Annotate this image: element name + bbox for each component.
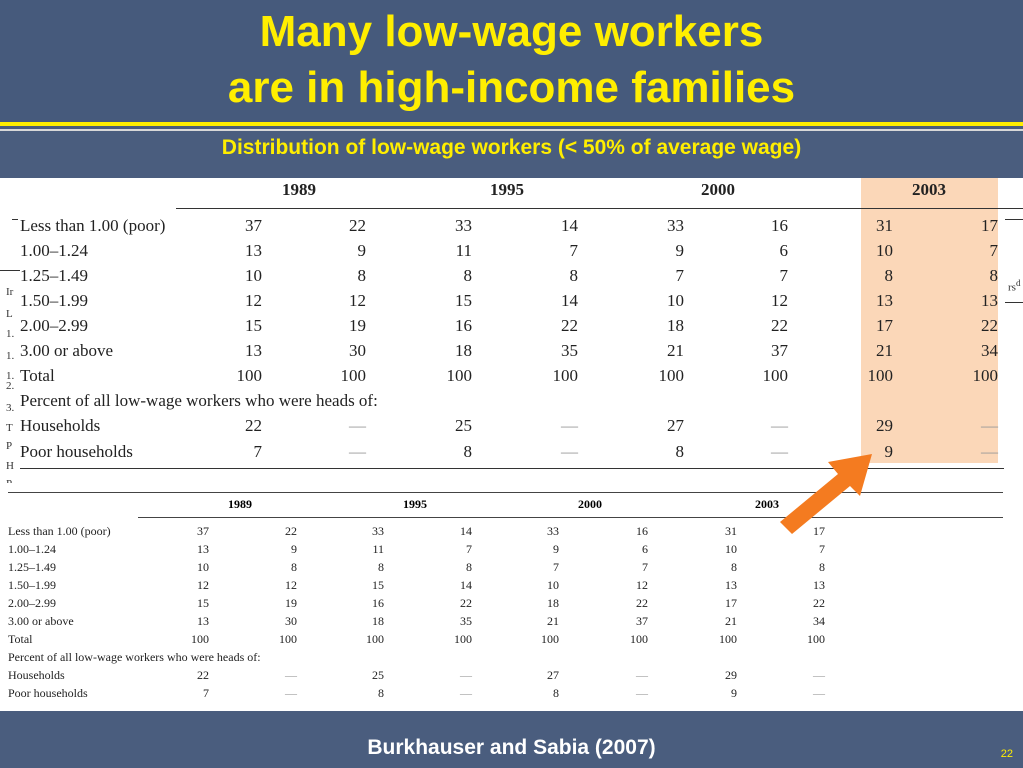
table-cell: 33 <box>372 524 384 538</box>
table-cell: — <box>285 686 297 700</box>
table-cell: 7 <box>253 442 262 461</box>
table-rule <box>12 219 18 220</box>
table-cell: 8 <box>731 560 737 574</box>
table-cell: 7 <box>819 542 825 556</box>
table-cell: 17 <box>725 596 737 610</box>
table-cell: 8 <box>357 266 366 285</box>
table-cell: 8 <box>819 560 825 574</box>
table-cell: 22 <box>813 596 825 610</box>
table-cell: 13 <box>981 291 998 310</box>
table-cell: 11 <box>372 542 384 556</box>
table-cell: 22 <box>460 596 472 610</box>
year-header: 2003 <box>912 180 946 199</box>
table-cell: 21 <box>547 614 559 628</box>
cropped-text-superscript: d <box>1015 278 1021 288</box>
table-cell: 7 <box>642 560 648 574</box>
cropped-text: P <box>6 440 13 452</box>
table-cell: 8 <box>553 686 559 700</box>
row-label: Less than 1.00 (poor) <box>20 216 166 235</box>
year-header: 2000 <box>701 180 735 199</box>
table-cell: 10 <box>725 542 737 556</box>
table-cell: 8 <box>291 560 297 574</box>
table-cell: 37 <box>245 216 262 235</box>
table-cell: 21 <box>876 341 893 360</box>
table-cell: 17 <box>813 524 825 538</box>
table-cell: 8 <box>463 266 472 285</box>
table-cell: 100 <box>867 366 893 385</box>
year-header: 1989 <box>228 497 252 511</box>
title-divider <box>0 122 1023 126</box>
table-cell: 14 <box>561 216 578 235</box>
table-cell: 9 <box>553 542 559 556</box>
table-cell: 13 <box>245 241 262 260</box>
table-cell: 11 <box>455 241 472 260</box>
row-label: Households <box>20 416 101 435</box>
row-label: Percent of all low-wage workers who were heads of: <box>20 391 378 410</box>
table-cell: 34 <box>981 341 998 360</box>
table-cell: 33 <box>455 216 472 235</box>
row-label: 2.00–2.99 <box>8 596 56 610</box>
title-line-2: are in high-income families <box>227 63 796 112</box>
table-cell: 15 <box>372 578 384 592</box>
row-label: Percent of all low-wage workers who were heads of: <box>8 650 261 664</box>
table-cell: 100 <box>191 632 209 646</box>
table-cell: 8 <box>378 560 384 574</box>
table-cell: 8 <box>675 442 684 461</box>
table-cell: — <box>561 416 578 435</box>
year-header: 1989 <box>282 180 316 199</box>
title-divider-secondary <box>0 129 1023 131</box>
table-cell: 6 <box>642 542 648 556</box>
cropped-text: 1. <box>6 350 15 362</box>
table-cell: 7 <box>989 241 998 260</box>
table-cell: 12 <box>636 578 648 592</box>
table-cell: — <box>561 442 578 461</box>
cropped-text: 3. <box>6 402 15 414</box>
table-cell: 100 <box>807 632 825 646</box>
table-cell: 31 <box>876 216 893 235</box>
table-cell: — <box>813 686 825 700</box>
row-label: 1.00–1.24 <box>8 542 56 556</box>
row-label: 1.50–1.99 <box>20 291 88 310</box>
citation: Burkhauser and Sabia (2007) <box>367 736 656 759</box>
cropped-text: 1. <box>6 370 15 382</box>
table-cell: 15 <box>197 596 209 610</box>
table-cell: 16 <box>372 596 384 610</box>
table-cell: 8 <box>569 266 578 285</box>
year-header: 1995 <box>403 497 427 511</box>
table-cell: — <box>981 416 998 435</box>
table-cell: 25 <box>455 416 472 435</box>
row-label: Poor households <box>8 686 88 700</box>
table-cell: 35 <box>460 614 472 628</box>
table-cell: 18 <box>455 341 472 360</box>
row-label: 1.25–1.49 <box>8 560 56 574</box>
table-cell: 100 <box>454 632 472 646</box>
table-cell: 12 <box>285 578 297 592</box>
year-header: 2000 <box>578 497 602 511</box>
table-rule <box>1005 219 1023 220</box>
table-cell: 100 <box>658 366 684 385</box>
table-cell: 33 <box>547 524 559 538</box>
year-header: 2003 <box>755 497 779 511</box>
table-cell: 100 <box>630 632 648 646</box>
cropped-text: T <box>6 422 13 434</box>
table-cell: 100 <box>279 632 297 646</box>
slide-subtitle: Distribution of low-wage workers (< 50% of average wage) <box>221 136 802 159</box>
table-cell: 22 <box>197 668 209 682</box>
table-cell: 7 <box>203 686 209 700</box>
slide-title <box>0 0 1023 122</box>
table-cell: 14 <box>460 578 472 592</box>
table-cell: — <box>981 442 998 461</box>
table-cell: 35 <box>561 341 578 360</box>
table-cell: 27 <box>547 668 559 682</box>
table-cell: 19 <box>349 316 366 335</box>
table-cell: 7 <box>553 560 559 574</box>
table-cell: 13 <box>197 542 209 556</box>
table-cell: 13 <box>725 578 737 592</box>
table-cell: 22 <box>245 416 262 435</box>
table-cell: 13 <box>245 341 262 360</box>
row-label: 3.00 or above <box>8 614 74 628</box>
table-cell: 17 <box>981 216 998 235</box>
table-cell: 14 <box>561 291 578 310</box>
table-rule <box>0 270 20 271</box>
table-cell: — <box>771 442 788 461</box>
table-cell: 22 <box>349 216 366 235</box>
table-cell: 9 <box>884 442 893 461</box>
table-cell: 22 <box>636 596 648 610</box>
table-cell: 30 <box>349 341 366 360</box>
table-cell: 13 <box>876 291 893 310</box>
table-cell: 21 <box>725 614 737 628</box>
cropped-text-main: rs <box>1008 281 1016 294</box>
cropped-text: L <box>6 308 13 320</box>
cropped-text <box>1008 278 1021 294</box>
table-cell: 25 <box>372 668 384 682</box>
table-cell: 12 <box>771 291 788 310</box>
table-cell: 37 <box>197 524 209 538</box>
table-cell: — <box>771 416 788 435</box>
table-cell: 16 <box>636 524 648 538</box>
row-label: 3.00 or above <box>20 341 114 360</box>
table-cell: 33 <box>667 216 684 235</box>
row-label: Total <box>8 632 33 646</box>
table-cell: 9 <box>731 686 737 700</box>
page-number: 22 <box>1000 748 1013 760</box>
table-cell: 17 <box>876 316 893 335</box>
table-cell: 13 <box>197 614 209 628</box>
table-cell: 100 <box>340 366 366 385</box>
table-rule <box>1005 302 1023 303</box>
table-cell: 30 <box>285 614 297 628</box>
title-line-1: Many low-wage workers <box>259 7 764 56</box>
table-cell: 22 <box>771 316 788 335</box>
table-cell: 15 <box>455 291 472 310</box>
cropped-text: 1. <box>6 328 15 340</box>
table-cell: 10 <box>547 578 559 592</box>
table-cell: 8 <box>466 560 472 574</box>
table-cell: 100 <box>366 632 384 646</box>
row-label: Total <box>20 366 55 385</box>
table-cell: 9 <box>291 542 297 556</box>
row-label: Poor households <box>20 442 133 461</box>
cropped-text: Ir <box>6 286 14 298</box>
table-cell: 100 <box>762 366 788 385</box>
table-cell: 37 <box>636 614 648 628</box>
table-cell: 34 <box>813 614 825 628</box>
table-cell: — <box>349 416 366 435</box>
table-cell: 29 <box>725 668 737 682</box>
cropped-text: 2. <box>6 380 15 392</box>
table-cell: 100 <box>446 366 472 385</box>
table-cell: 19 <box>285 596 297 610</box>
table-cell: 12 <box>349 291 366 310</box>
zoomed-table-panel <box>0 178 1023 483</box>
row-label: 1.00–1.24 <box>20 241 88 260</box>
table-cell: 10 <box>876 241 893 260</box>
table-cell: 100 <box>541 632 559 646</box>
table-cell: 7 <box>779 266 788 285</box>
table-cell: 10 <box>197 560 209 574</box>
arrow-icon <box>780 450 880 540</box>
table-cell: 100 <box>236 366 262 385</box>
table-cell: — <box>349 442 366 461</box>
table-cell: 9 <box>357 241 366 260</box>
table-cell: 27 <box>667 416 684 435</box>
table-cell: — <box>813 668 825 682</box>
table-cell: 22 <box>561 316 578 335</box>
table-cell: 6 <box>779 241 788 260</box>
row-label: Households <box>8 668 65 682</box>
year-header: 1995 <box>490 180 524 199</box>
cropped-text: H <box>6 460 14 472</box>
row-label: 1.50–1.99 <box>8 578 56 592</box>
table-cell: 12 <box>245 291 262 310</box>
table-cell: 100 <box>552 366 578 385</box>
table-cell: 100 <box>972 366 998 385</box>
table-cell: 14 <box>460 524 472 538</box>
table-cell: 9 <box>675 241 684 260</box>
table-cell: 7 <box>466 542 472 556</box>
table-rule <box>176 208 1023 209</box>
table-cell: 8 <box>884 266 893 285</box>
table-cell: 18 <box>667 316 684 335</box>
table-cell: 10 <box>245 266 262 285</box>
table-cell: 8 <box>378 686 384 700</box>
table-cell: 18 <box>372 614 384 628</box>
zoomed-table <box>0 178 1023 483</box>
row-label: 2.00–2.99 <box>20 316 88 335</box>
table-cell: — <box>460 686 472 700</box>
table-cell: — <box>460 668 472 682</box>
table-cell: 100 <box>719 632 737 646</box>
table-cell: — <box>636 686 648 700</box>
table-cell: 12 <box>197 578 209 592</box>
table-cell: 16 <box>455 316 472 335</box>
table-cell: 8 <box>989 266 998 285</box>
table-cell: 29 <box>876 416 893 435</box>
table-cell: 15 <box>245 316 262 335</box>
table-cell: 22 <box>981 316 998 335</box>
table-cell: 16 <box>771 216 788 235</box>
table-cell: — <box>636 668 648 682</box>
table-cell: 7 <box>675 266 684 285</box>
table-cell: 13 <box>813 578 825 592</box>
table-cell: — <box>285 668 297 682</box>
table-cell: 22 <box>285 524 297 538</box>
table-cell: 31 <box>725 524 737 538</box>
row-label: Less than 1.00 (poor) <box>8 524 111 538</box>
table-cell: 37 <box>771 341 788 360</box>
table-cell: 21 <box>667 341 684 360</box>
table-cell: 18 <box>547 596 559 610</box>
table-cell: 7 <box>569 241 578 260</box>
table-cell: 8 <box>463 442 472 461</box>
table-cell: 10 <box>667 291 684 310</box>
row-label: 1.25–1.49 <box>20 266 88 285</box>
